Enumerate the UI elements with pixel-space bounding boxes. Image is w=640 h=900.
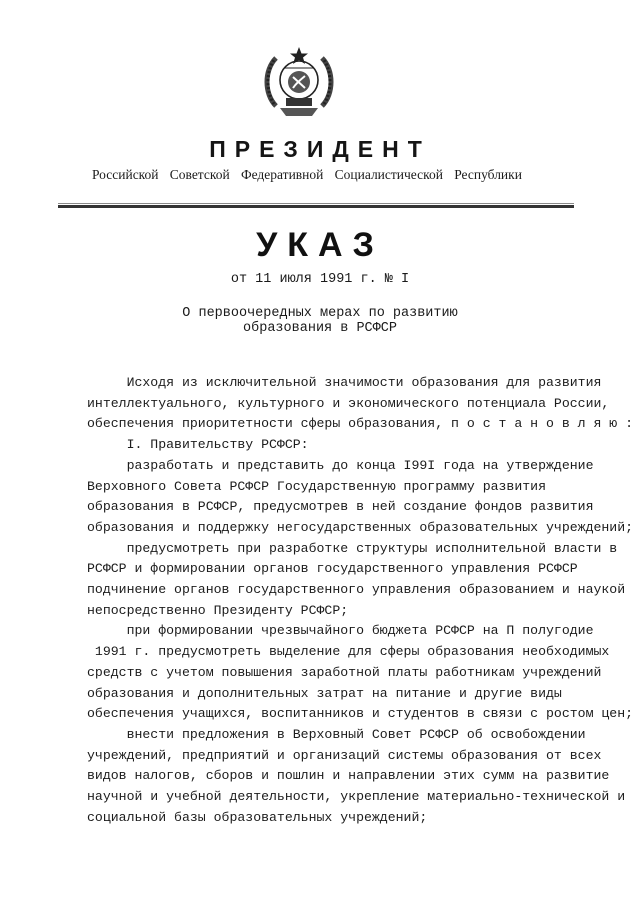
body-line: учреждений, предприятий и организаций системы образования от всех xyxy=(87,747,602,763)
body-line: 1991 г. предусмотреть выделение для сферы образования необходимых xyxy=(87,644,610,660)
body-line: средств с учетом повышения заработной платы работникам учреждений xyxy=(87,664,602,680)
body-line: при формировании чрезвычайного бюджета РСФСР на П полугодие xyxy=(87,623,594,639)
body-line: интеллектуального, культурного и экономического потенциала России, xyxy=(87,395,610,411)
body-line: РСФСР и формировании органов государственного управления РСФСР xyxy=(87,561,578,577)
subject-line: образования в РСФСР xyxy=(243,321,397,336)
body-line: подчинение органов государственного управления образованием и наукой xyxy=(87,582,626,598)
header-divider xyxy=(58,203,574,208)
body-line: разработать и представить до конца I99I года на утверждение xyxy=(87,457,594,473)
body-line: образования и поддержку негосударственных образовательных учреждений; xyxy=(87,519,634,535)
decree-date: от 11 июля 1991 г. № I xyxy=(230,272,410,287)
republic-word: Российской xyxy=(92,167,159,182)
body-line: внести предложения в Верховный Совет РСФСР об освобождении xyxy=(87,726,586,742)
body-line: видов налогов, сборов и пошлин и направлении этих сумм на развитие xyxy=(87,768,610,784)
subject-line: О первоочередных мерах по развитию xyxy=(182,306,458,321)
body-line: предусмотреть при разработке структуры исполнительной власти в xyxy=(87,540,618,556)
republic-word: Советской xyxy=(169,167,230,182)
republic-word: Федеративной xyxy=(240,167,324,182)
body-line: обеспечения учащихся, воспитанников и студентов в связи с ростом цен; xyxy=(87,706,634,722)
republic-word: Социалистической xyxy=(334,167,443,182)
body-line: образования в РСФСР, предусмотрев в ней создание фондов развития xyxy=(87,499,594,515)
body-line: образования и дополнительных затрат на питание и другие виды xyxy=(87,685,562,701)
decree-title: УКАЗ xyxy=(256,226,384,264)
rsfsr-coat-of-arms-icon xyxy=(262,44,336,120)
body-line: социальной базы образовательных учреждений; xyxy=(87,809,428,825)
header-title: ПРЕЗИДЕНТ xyxy=(209,136,431,162)
body-line: обеспечения приоритетности сферы образования, п о с т а н о в л я ю : xyxy=(87,416,634,432)
body-line: Исходя из исключительной значимости образования для развития xyxy=(87,375,602,390)
body-line: I. Правительству РСФСР: xyxy=(87,437,309,453)
republic-word: Республики xyxy=(454,167,522,182)
republic-name xyxy=(92,167,522,183)
body-line: непосредственно Президенту РСФСР; xyxy=(87,602,349,618)
decree-subject xyxy=(0,306,640,336)
body-line: Верховного Совета РСФСР Государственную программу развития xyxy=(87,478,546,494)
body-line: научной и учебной деятельности, укрепление материально-технической и xyxy=(87,789,626,805)
decree-body xyxy=(87,373,634,828)
